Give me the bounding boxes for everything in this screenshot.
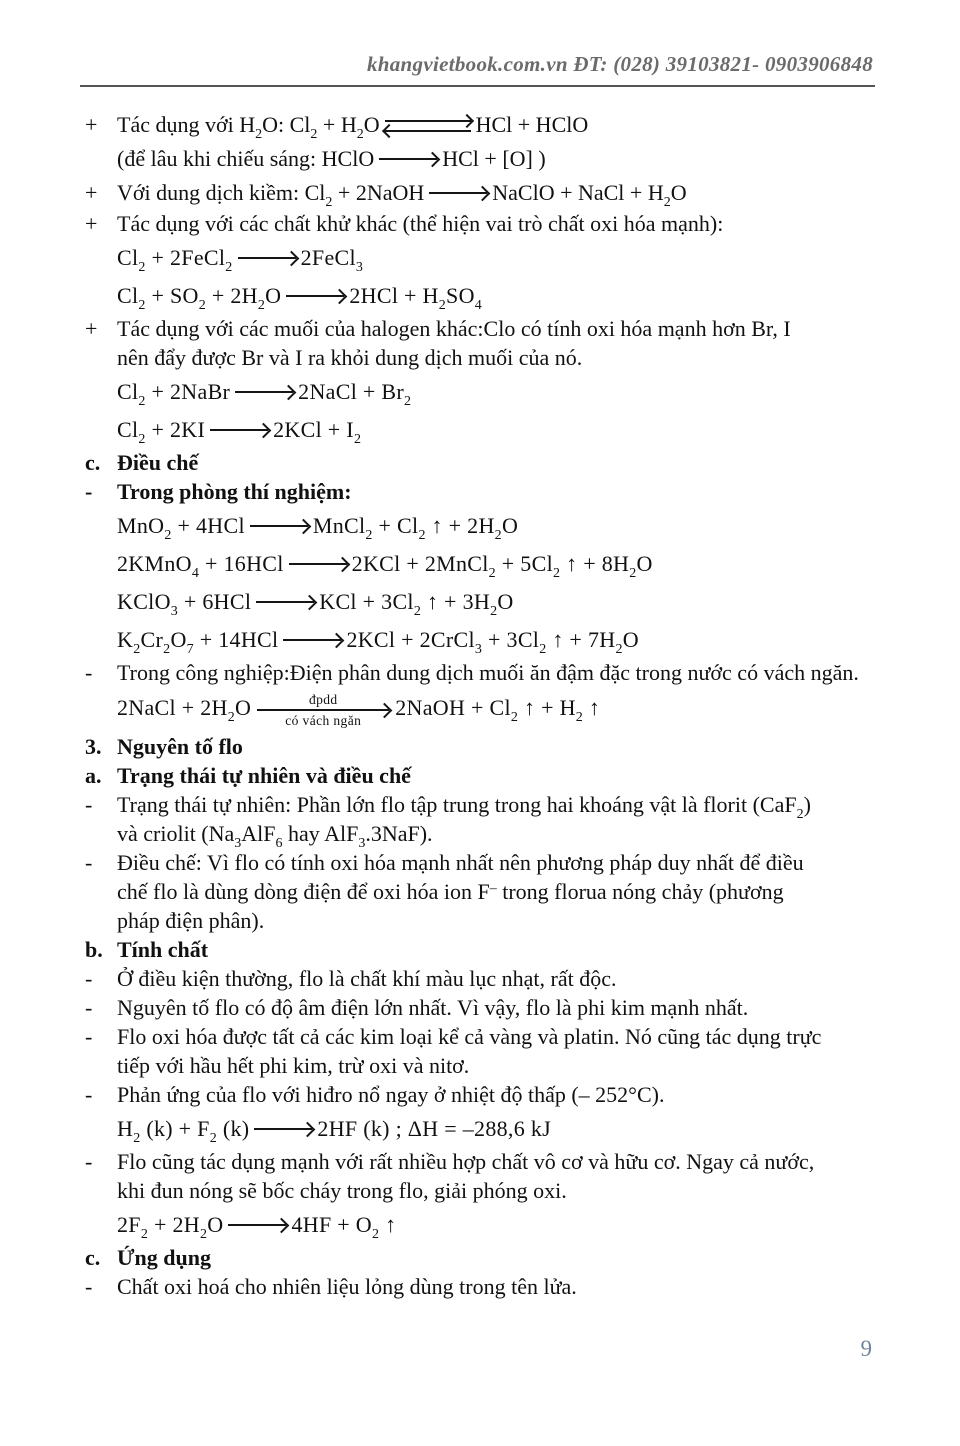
page-header [80, 0, 875, 87]
equation-line: 2NaCl + $2H_2O$ đpdd có vách ngăn 2NaOH + $Cl_2$ ↑ + $H_2$ ↑ [117, 691, 601, 728]
subscript: 2 [490, 603, 498, 619]
subscript: 2 [404, 393, 412, 409]
content-lines [80, 107, 884, 1301]
text-line: c. Ứng dụng [85, 1245, 211, 1270]
subscript: 2 [615, 641, 623, 657]
subscript: 2 [353, 431, 362, 447]
equation-line: $Cl_2 + SO_2 + 2H_2O$ $2HCl + H_2SO_4$ [117, 282, 483, 313]
equation-line: 2KMnO$_4$ + 16HCl 2KCl + 2MnCl$_2$ + $5Cl_2$ ↑ + $8H_2O$ [117, 550, 653, 581]
list-marker: c. [85, 450, 101, 475]
text-line: 3. Nguyên tố flo [85, 734, 243, 759]
subscript: 2 [255, 126, 263, 142]
list-marker: - [85, 479, 93, 504]
subscript: 2 [164, 527, 172, 543]
subscript: 2 [413, 603, 422, 619]
subscript: 2 [133, 641, 141, 657]
reaction-arrow-icon [250, 525, 308, 527]
list-marker: + [85, 211, 98, 236]
text-line: khi đun nóng sẽ bốc cháy trong flo, giải phóng oxi. [117, 1178, 567, 1203]
subscript: 2 [209, 1130, 218, 1146]
text-line: b. Tính chất [85, 937, 209, 962]
subscript: 2 [227, 709, 236, 725]
text-line: - Điều chế: Vì flo có tính oxi hóa mạnh nhất nên phương pháp duy nhất để điều [85, 850, 804, 875]
equation-line: $K_2Cr_2O_7 + 14HCl$ 2KCl + 2CrCl$_3$ + $3Cl_2$ ↑ + $7H_2O$ [117, 626, 639, 657]
subscript: 4 [191, 565, 200, 581]
subscript: 2 [510, 709, 519, 725]
arrow-label-below: có vách ngăn [285, 712, 362, 728]
subscript: 2 [796, 807, 804, 822]
reaction-arrow-icon [429, 192, 487, 194]
list-marker: b. [85, 937, 103, 962]
reaction-arrow-icon [210, 429, 268, 431]
subscript: 2 [365, 527, 373, 543]
subscript: 2 [225, 259, 233, 275]
labeled-reaction-arrow [257, 692, 389, 728]
subscript: 2 [138, 259, 146, 275]
reaction-arrow-icon [235, 391, 293, 393]
subscript: 2 [257, 297, 266, 313]
text-line: và criolit ($Na_3AlF_6$ hay AlF$_3$.3NaF). [117, 821, 433, 851]
subscript: 2 [140, 1226, 149, 1242]
header-site-text: khangvietbook.com.vn ĐT: (028) 39103821- 0903906848 [366, 52, 873, 76]
list-marker: - [85, 660, 93, 685]
equation-line: $H_2$ $(k) + F_2$ (k) 2HF (k) ; ΔH = –288,6 kJ [117, 1115, 551, 1146]
text-line: - Trong công nghiệp:Điện phân dung dịch muối ăn đậm đặc trong nước có vách ngăn. [85, 660, 859, 685]
equation-line: $2F_2 + 2H_2O$ $4HF + O_2$ ↑ [117, 1211, 397, 1242]
reaction-arrow-icon [238, 257, 296, 259]
equation-line: $Cl_2$ + 2FeCl$_2$ 2FeCl$_3$ [117, 244, 364, 275]
text-line: + Tác dụng với các muối của halogen khác:Clo có tính oxi hóa mạnh hơn Br, I [85, 316, 791, 341]
text-line: chế flo là dùng dòng điện để oxi hóa ion F– trong florua nóng chảy (phương [117, 879, 784, 904]
reaction-arrow-icon [257, 709, 389, 711]
subscript: 2 [539, 641, 547, 657]
subscript: 2 [198, 297, 207, 313]
reaction-arrow-icon [228, 1224, 286, 1226]
list-marker: + [85, 111, 98, 137]
subscript: 2 [494, 527, 502, 543]
reaction-arrow-icon [283, 639, 341, 641]
equation-line: (để lâu khi chiếu sáng: HClO HCl + [O] ) [117, 145, 546, 171]
reaction-arrow-icon [286, 295, 344, 297]
list-marker: + [85, 316, 98, 341]
list-marker: a. [85, 763, 102, 788]
subscript: 2 [138, 393, 146, 409]
reaction-arrow-icon [289, 563, 347, 565]
subscript: 3 [234, 836, 242, 851]
list-marker: - [85, 1082, 93, 1107]
forward-arrow-icon [385, 120, 471, 122]
subscript: 3 [474, 641, 483, 657]
subscript: 2 [199, 1226, 208, 1242]
subscript: 2 [356, 126, 364, 142]
subscript: 2 [663, 194, 671, 210]
list-marker: - [85, 995, 93, 1020]
subscript: 2 [488, 565, 496, 581]
arrow-label-above: đpdd [308, 691, 338, 707]
reaction-arrow-icon [256, 601, 314, 603]
subscript: 7 [186, 641, 194, 657]
subscript: 2 [418, 527, 426, 543]
equation-line: + Tác dụng với $H_2O$: $Cl_2 + H_2O$ HCl + HClO [85, 111, 589, 142]
equilibrium-arrow-icon [385, 119, 471, 133]
text-line: - Ở điều kiện thường, flo là chất khí màu lục nhạt, rất độc. [85, 966, 617, 991]
subscript: 2 [552, 565, 561, 581]
text-line: - Trạng thái tự nhiên: Phần lớn flo tập trung trong hai khoáng vật là florit (CaF$_2$) [85, 792, 811, 822]
list-marker: - [85, 792, 93, 817]
list-marker: - [85, 850, 93, 875]
text-line: c. Điều chế [85, 450, 199, 475]
text-line: nên đẩy được Br và I ra khỏi dung dịch muối của nó. [117, 345, 583, 370]
equation-line: MnO$_2$ + 4HCl MnCl$_2$ + $Cl_2$ ↑ + $2H_2O$ [117, 512, 519, 543]
subscript: 2 [138, 297, 146, 313]
list-marker: - [85, 1149, 93, 1174]
text-line: + Tác dụng với các chất khử khác (thể hiện vai trò chất oxi hóa mạnh): [85, 211, 724, 236]
superscript: – [489, 881, 497, 896]
list-marker: - [85, 966, 93, 991]
subscript: 3 [355, 259, 364, 275]
subscript: 2 [310, 126, 318, 142]
list-marker: c. [85, 1245, 101, 1270]
text-line: - Trong phòng thí nghiệm: [85, 479, 352, 504]
text-line: - Phản ứng của flo với hiđro nổ ngay ở nhiệt độ thấp (– 252°C). [85, 1082, 665, 1107]
subscript: 2 [372, 1226, 380, 1242]
subscript: 2 [138, 431, 146, 447]
equation-line: KClO$_3$ + 6HCl KCl + $3Cl_2$ ↑ + $3H_2O$ [117, 588, 514, 619]
subscript: 2 [325, 194, 333, 210]
subscript: 2 [133, 1130, 141, 1146]
subscript: 2 [575, 709, 584, 725]
reverse-arrow-icon [385, 130, 471, 132]
equation-line: $Cl_2 + 2KI$ $2KCl + I_2$ [117, 416, 362, 447]
text-line: - Flo oxi hóa được tất cả các kim loại kể cả vàng và platin. Nó cũng tác dụng trực [85, 1024, 822, 1049]
equation-line: + Với dung dịch kiềm: $Cl_2$ + 2NaOH NaClO + NaCl + $H_2O$ [85, 179, 687, 210]
page-number: 9 [860, 1336, 872, 1361]
list-marker: 3. [85, 734, 102, 759]
text-line: - Flo cũng tác dụng mạnh với rất nhiều hợp chất vô cơ và hữu cơ. Ngay cả nước, [85, 1149, 815, 1174]
subscript: 3 [170, 603, 179, 619]
equation-line: $Cl_2$ + 2NaBr 2NaCl + $Br_2$ [117, 378, 412, 409]
text-line: a. Trạng thái tự nhiên và điều chế [85, 763, 411, 788]
text-line: tiếp với hầu hết phi kim, trừ oxi và nitơ. [117, 1053, 470, 1078]
list-marker: - [85, 1274, 93, 1299]
list-marker: + [85, 179, 98, 205]
subscript: 3 [358, 836, 366, 851]
text-line: pháp điện phân). [117, 908, 265, 933]
reaction-arrow-icon [254, 1128, 312, 1130]
reaction-arrow-icon [379, 158, 437, 160]
text-line: - Nguyên tố flo có độ âm điện lớn nhất. Vì vậy, flo là phi kim mạnh nhất. [85, 995, 749, 1020]
subscript: 2 [163, 641, 171, 657]
subscript: 4 [474, 297, 483, 313]
text-line: - Chất oxi hoá cho nhiên liệu lỏng dùng trong tên lửa. [85, 1274, 577, 1299]
list-marker: - [85, 1024, 93, 1049]
subscript: 6 [275, 836, 283, 851]
subscript: 2 [629, 565, 637, 581]
subscript: 2 [438, 297, 447, 313]
